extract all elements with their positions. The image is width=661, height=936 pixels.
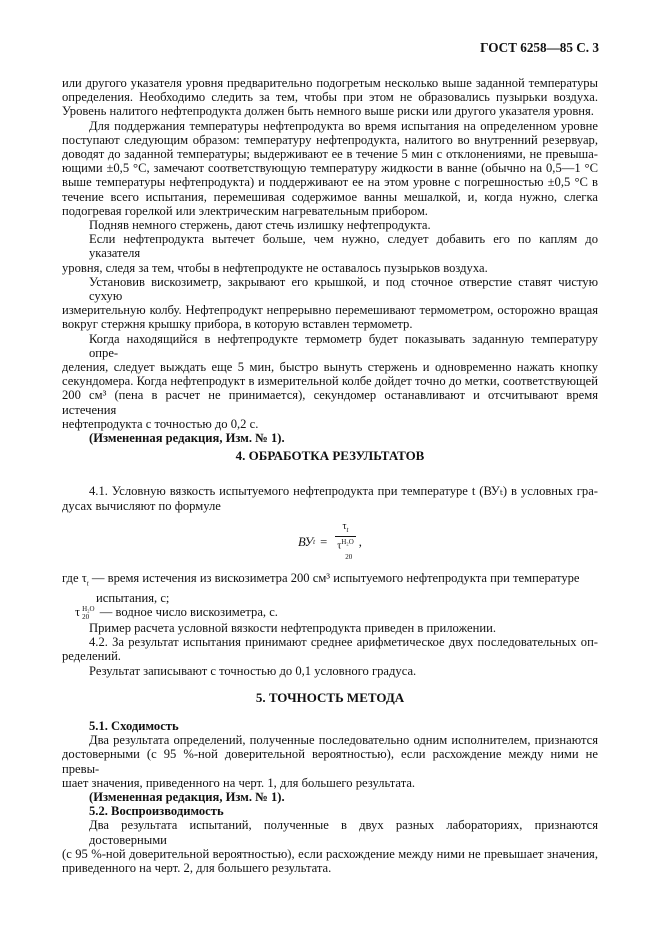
paragraph [62,621,598,635]
text-line: Если нефтепродукта вытечет больше, чем нужно, следует добавить его по каплям до указателя [89,232,598,261]
formula-denominator-sup: H₂O [341,537,354,546]
text-line: Два результата испытаний, полученные в двух разных лабораториях, признаются достоверными [89,818,598,847]
paragraph [62,218,598,232]
text-line: подогревая горелкой или электрическим нагревательным прибором. [62,203,428,218]
text-line: ющими ±0,5 °С, замечают соответствующую температуру жидкости в ванне (обычно на 0,5—1 °С [62,161,598,176]
formula-lhs-sub: t [313,537,316,546]
text-line: деления, следует выждать еще 5 мин, быстро вынуть стержень и одновременно нажать кнопку [62,360,598,375]
text-line: или другого указателя уровня предварительно подогретым несколько выше заданной температуры [62,76,598,90]
text-line: 4.1. Условную вязкость испытуемого нефтепродукта при температуре t (ВУₜ) в условных гра- [89,484,598,499]
section-5 [62,719,598,875]
text-line: Два результата определений, полученные последовательно одним исполнителем, признаются [89,733,598,748]
formula-lhs: ВУ [298,534,314,549]
text-line: Результат записывают с точностью до 0,1 условного градуса. [89,663,417,678]
paragraph [62,664,598,678]
text-line: Пример расчета условной вязкости нефтепродукта приведен в приложении. [89,620,496,635]
section-4-rest [62,621,598,678]
text-line: Когда находящийся в нефтепродукте термометр будет показывать заданную температуру опре- [89,331,598,360]
text-line: 5.2. Воспроизводимость [89,804,224,819]
where-definition-1-cont: испытания, с; [96,590,170,605]
formula-fraction [335,521,356,563]
text-line: Подняв немного стержень, дают стечь излишку нефтепродукта. [89,218,431,233]
text-line: ределений. [62,649,121,664]
formula-eq: = [320,534,328,549]
paragraph [62,76,598,119]
where-symbol: τ [81,570,87,585]
text-line: (с 95 %-ной доверительной вероятностью), если расхождение между ними не превышает значения, [62,846,598,861]
where-prefix: где [62,570,79,585]
text-line: (Измененная редакция, Изм. № 1). [89,789,285,804]
bold-paragraph [62,804,598,818]
where-definition-2: — водное число вискозиметра, с. [99,604,278,619]
text-line: секундомера. Когда нефтепродукт в измерительной колбе дойдет точно до метки, соответствующей [62,374,598,389]
where-symbol-2: τ [75,604,81,619]
formula-comma: , [358,534,362,549]
bold-paragraph [62,719,598,733]
section-4-heading: 4. ОБРАБОТКА РЕЗУЛЬТАТОВ [235,448,425,464]
formula-denominator-sub: 20 [345,553,353,562]
text-line: шает значения, приведенного на черт. 1, для большего результата. [62,775,416,790]
paragraph [62,275,598,332]
text-line: выше температуры нефтепродукта) и поддерживают ее на этом уровне с погрешностью ±0,5 °С в [62,175,598,190]
where-clause [62,571,598,621]
paragraph [62,733,598,790]
text-line: 4.2. За результат испытания принимают среднее арифметическое двух последовательных оп- [89,635,598,650]
formula-numerator: τ [342,520,347,532]
paragraph [62,232,598,275]
where-symbol-2-sub: 20 [82,612,90,621]
document-body [62,76,598,875]
where-symbol-2-sup: H₂O [82,604,95,613]
text-line: поступают следующим образом: температуру нефтепродукта, налитого во внутренний резервуар, [62,132,598,147]
bold-paragraph [62,431,598,445]
text-line: 5.1. Сходимость [89,718,179,733]
text-line: вокруг стержня крышку прибора, в которую вставлен термометр. [62,317,413,332]
section-5-heading: 5. ТОЧНОСТЬ МЕТОДА [255,689,405,705]
text-line: течение всего испытания, перемешивая содержимое ванны мешалкой, и, когда нужно, слегка [62,189,598,204]
page-header: ГОСТ 6258—85 С. 3 [480,40,599,55]
where-symbol-sub: t [86,579,89,588]
text-line: Установив вискозиметр, закрывают его крышкой, и под сточное отверстие ставят чистую сухую [89,274,598,304]
text-line: достоверными (с 95 %-ной доверительной вероятностью), если расхождение между ними не превы- [62,747,598,776]
formula [62,513,598,571]
section-4-1 [62,484,598,512]
text-line: измерительную колбу. Нефтепродукт непрерывно перемешивают термометром, осторожно вращая [62,303,598,318]
text-line: доводят до заданной температуры; выдерживают ее в течение 5 мин с отклонениями, не превыша- [62,147,598,162]
bold-paragraph [62,790,598,804]
text-line: дусах вычисляют по формуле [62,498,221,513]
text-line: определения. Необходимо следить за тем, чтобы при этом не образовались пузырьки воздуха. [62,90,598,105]
section-3-continued [62,76,598,445]
text-line: (Измененная редакция, Изм. № 1). [89,431,285,446]
text-line: 200 см³ (пена в расчет не принимается), секундомер останавливают и отсчитывают время истечения [62,388,598,417]
text-line: Для поддержания температуры нефтепродукта во время испытания на определенном уровне [89,118,598,133]
paragraph [62,635,598,663]
formula-numerator-sub: t [346,525,349,534]
text-line: уровня, следя за тем, чтобы в нефтепродукте не оставалось пузырьков воздуха. [62,260,488,275]
paragraph [62,484,598,512]
text-line: приведенного на черт. 2, для большего результата. [62,860,332,875]
where-definition-1: — время истечения из вискозиметра 200 см³ испытуемого нефтепродукта при температуре [91,570,580,585]
text-line: Уровень налитого нефтепродукта должен быть немного выше риски или другого указателя уровня. [62,104,594,119]
paragraph [62,119,598,218]
text-line: нефтепродукта с точностью до 0,2 с. [62,416,259,431]
formula-denominator: τ [337,540,342,552]
paragraph [62,332,598,431]
paragraph [62,818,598,875]
